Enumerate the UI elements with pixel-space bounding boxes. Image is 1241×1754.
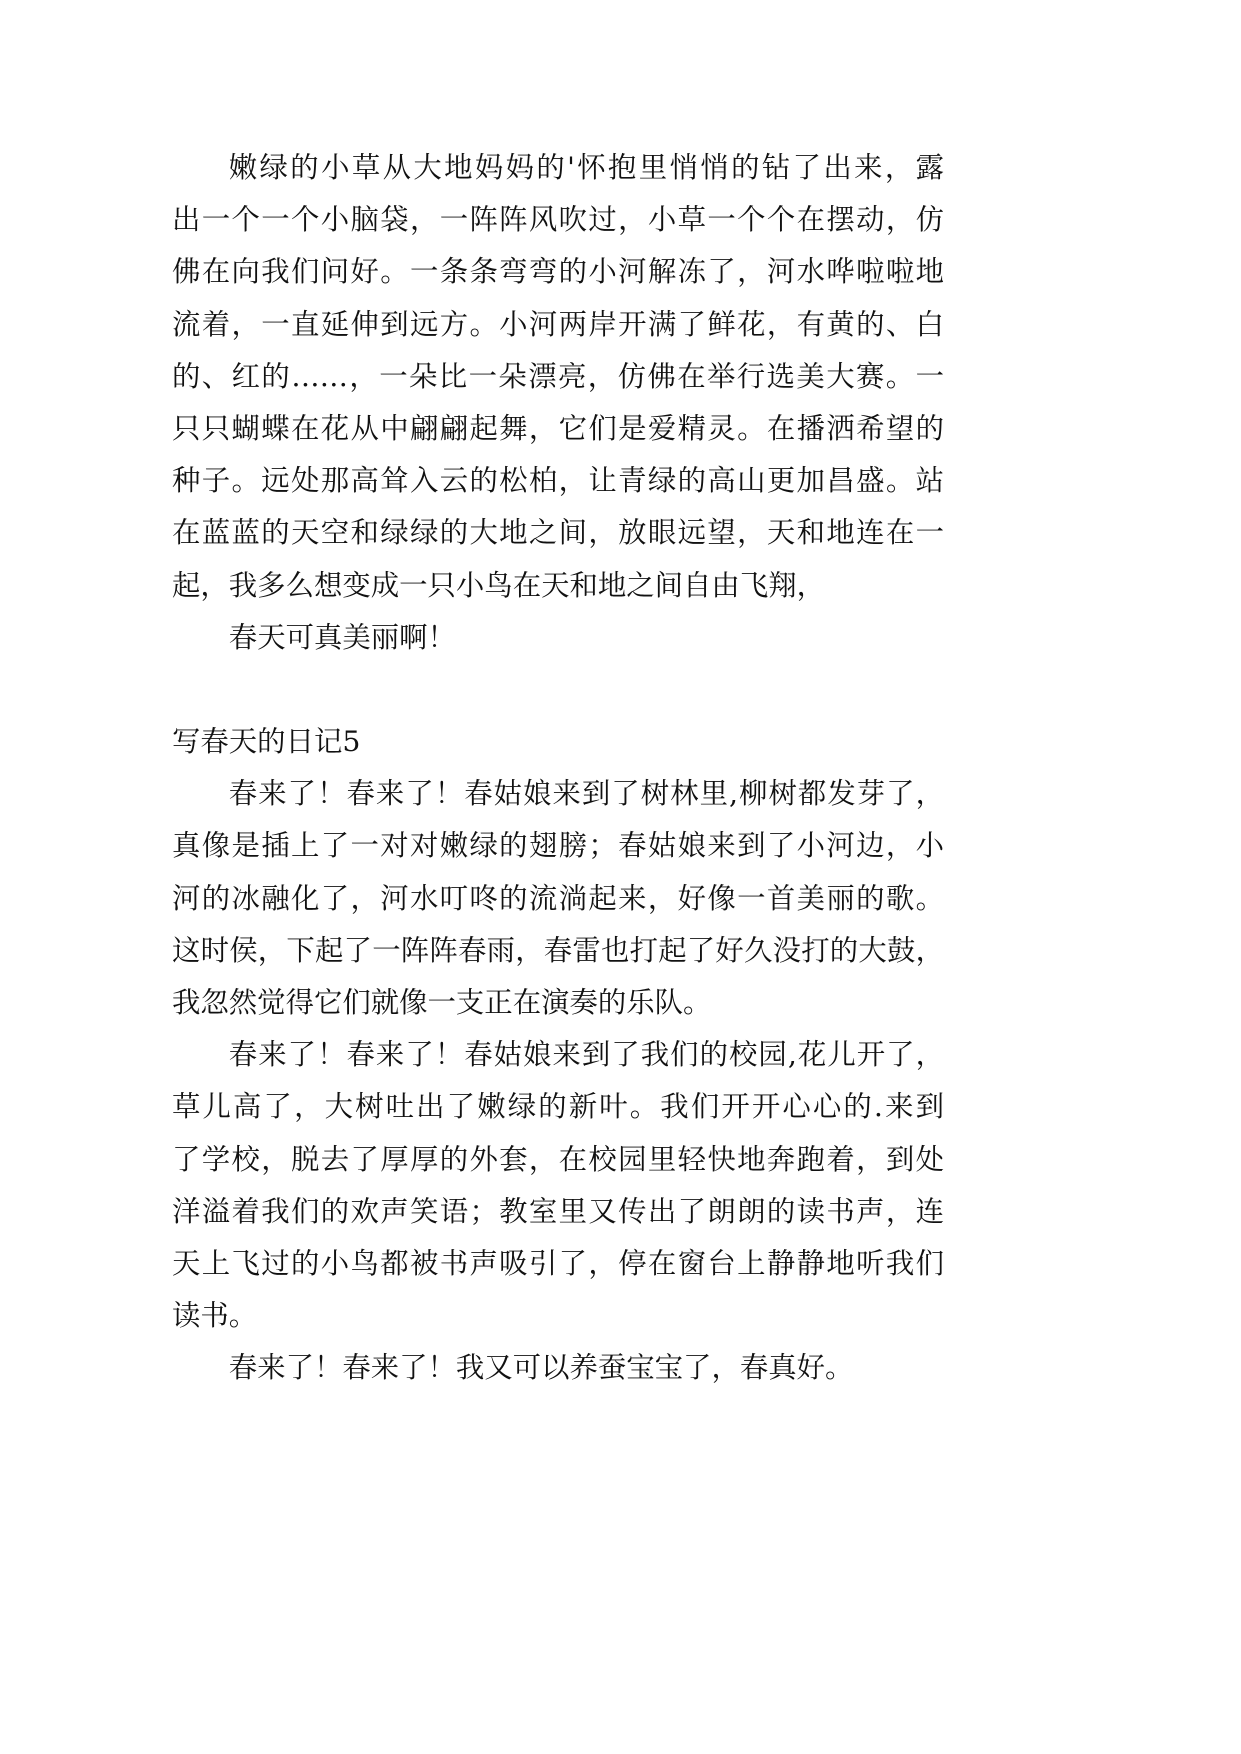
paragraph bbox=[172, 768, 944, 1029]
text-line: 种子。远处那高耸入云的松柏，让青绿的高山更加昌盛。站 bbox=[172, 464, 944, 498]
paragraph bbox=[172, 612, 944, 664]
text-line: 流着，一直延伸到远方。小河两岸开满了鲜花，有黄的、白 bbox=[172, 307, 944, 341]
paragraph bbox=[172, 142, 944, 612]
text-line: 了学校，脱去了厚厚的外套，在校园里轻快地奔跑着，到处 bbox=[172, 1142, 944, 1176]
text-line: 洋溢着我们的欢声笑语；教室里又传出了朗朗的读书声，连 bbox=[172, 1194, 944, 1228]
paragraph bbox=[172, 1342, 944, 1394]
text-line: 真像是插上了一对对嫩绿的翅膀；春姑娘来到了小河边，小 bbox=[172, 829, 944, 863]
text-line: 河的冰融化了，河水叮咚的流淌起来，好像一首美丽的歌。 bbox=[172, 881, 944, 915]
text-line: 天上飞过的小鸟都被书声吸引了，停在窗台上静静地听我们 bbox=[172, 1246, 944, 1280]
section-heading: 写春天的日记5 bbox=[172, 725, 361, 759]
text-line: 起，我多么想变成一只小鸟在天和地之间自由飞翔， bbox=[172, 568, 825, 602]
text-line: 在蓝蓝的天空和绿绿的大地之间，放眼远望，天和地连在一 bbox=[172, 516, 944, 550]
text-line: 佛在向我们问好。一条条弯弯的小河解冻了，河水哗啦啦地 bbox=[172, 255, 944, 289]
text-line: 春来了！春来了！春姑娘来到了我们的校园,花儿开了， bbox=[228, 1038, 944, 1072]
paragraph bbox=[172, 1029, 944, 1342]
text-line: 只只蝴蝶在花从中翩翩起舞，它们是爱精灵。在播洒希望的 bbox=[172, 411, 944, 445]
text-line: 的、红的……，一朵比一朵漂亮，仿佛在举行选美大赛。一 bbox=[172, 359, 944, 393]
text-line: 读书。 bbox=[172, 1299, 258, 1333]
text-line: 嫩绿的小草从大地妈妈的'怀抱里悄悄的钻了出来，露 bbox=[228, 151, 944, 184]
text-line: 出一个一个小脑袋，一阵阵风吹过，小草一个个在摆动，仿 bbox=[172, 203, 944, 237]
blank-line bbox=[172, 664, 944, 716]
text-line: 春来了！春来了！春姑娘来到了树林里,柳树都发芽了， bbox=[228, 777, 944, 811]
text-line: 春来了！春来了！我又可以养蚕宝宝了，春真好。 bbox=[228, 1351, 854, 1385]
text-line: 草儿高了，大树吐出了嫩绿的新叶。我们开开心心的.来到 bbox=[172, 1090, 944, 1124]
text-line: 我忽然觉得它们就像一支正在演奏的乐队。 bbox=[172, 986, 712, 1019]
text-line: 这时侯，下起了一阵阵春雨，春雷也打起了好久没打的大鼓， bbox=[172, 933, 944, 967]
text-line: 春天可真美丽啊！ bbox=[228, 620, 456, 654]
document-body bbox=[172, 142, 944, 1395]
